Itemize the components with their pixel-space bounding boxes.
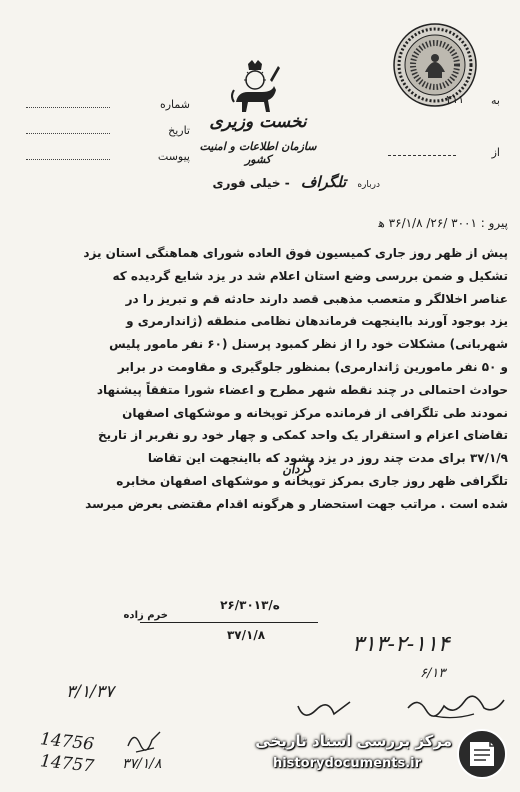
- footer-date: ۳۷/۱/۸: [226, 628, 266, 642]
- body-line: حوادث احتمالی در چند نقطه شهر مطرح و اعضاء شورا متفقاً پیشنهاد: [96, 382, 508, 397]
- reference-number: [340, 94, 500, 110]
- attachment-field: [118, 150, 190, 163]
- handwritten-number-1: 14756: [39, 729, 95, 755]
- date-field: [118, 124, 190, 137]
- archive-logo-icon: [456, 728, 508, 780]
- signature-right-icon: [404, 690, 508, 724]
- lion-and-sun-emblem-icon: [228, 58, 282, 116]
- body-line: تقاضای اعزام و استقرار یک واحد کمکی و چهار خود رو نفربر از تاریخ: [97, 428, 508, 443]
- from-label: از: [491, 146, 500, 159]
- organization-subtitle: سازمان اطلاعات و امنیت کشور: [199, 140, 317, 166]
- body-line: و ۵۰ نفر مامورین ژاندارمری) بمنظور جلوگیری و مقاومت در برابر: [117, 359, 508, 374]
- footer-rule: [140, 622, 318, 623]
- date-label: تاریخ: [168, 124, 190, 137]
- subject-line: [210, 172, 380, 191]
- attachment-line: [26, 159, 110, 160]
- reference-number-value: ۲۱۱: [446, 93, 464, 106]
- body-line: شهربانی) مشکلات خود را از نظر کمبود پرسنل (۶۰ نفر مامور پلیس: [109, 337, 508, 352]
- body-line: ۳۷/۱/۹ برای مدت چند روز در یزد بشود که بااینجهت این تقاضا: [147, 451, 508, 466]
- body-line: تشکیل و ضمن بررسی وضع استان اعلام شد در یزد شایع گردیده که: [112, 268, 508, 283]
- body-line: تلگرافی ظهر روز جاری بمرکز توپخانه و موشکهای اصفهان مخابره: [116, 473, 508, 488]
- footer-reference: ه/۲۶/۳۰۱۳: [220, 598, 280, 612]
- subject-label: درباره: [357, 180, 380, 190]
- watermark-url: historydocuments.ir: [272, 756, 422, 771]
- footer-signatory-name: خرم زاده: [123, 610, 168, 621]
- handwritten-initials-date: ۳۷/۱/۸: [122, 756, 162, 772]
- subject-value: تلگراف: [300, 173, 347, 191]
- date-line: [26, 133, 110, 134]
- handwritten-insert: گردان: [281, 460, 313, 478]
- handwritten-number-2: 14757: [39, 751, 95, 777]
- number-line: [26, 107, 110, 108]
- number-field: [118, 98, 190, 111]
- reference-number-label: به: [491, 94, 500, 107]
- attachment-label: پیوست: [157, 150, 190, 163]
- watermark: [236, 726, 512, 782]
- prior-reference: پیرو : ۳۰۰۱ /۲۶/ ۳۶/۱/۸ ه‍: [378, 216, 508, 230]
- body-line: یزد بوجود آورند بااینجهت فرماندهان نظامی منطقه (ژاندارمری و: [126, 314, 508, 329]
- body-line: پیش از ظهر روز جاری کمیسیون فوق العاده شورای هماهنگی استان یزد: [83, 246, 508, 260]
- body-line: عناصر اخلالگر و متعصب مذهبی قصد دارند حادثه قم و تبریز را در: [125, 291, 508, 306]
- from-line: [388, 155, 456, 156]
- letter-body: [20, 242, 508, 516]
- signature-mid-icon: [294, 696, 354, 726]
- number-label: شماره: [159, 98, 190, 111]
- handwritten-mark: ۶/۱۳: [420, 666, 446, 681]
- subject-note: - خیلی فوری: [212, 176, 290, 190]
- handwritten-left-date: ۳/۱/۳۷: [66, 682, 114, 702]
- watermark-title: مرکز بررسی اسناد تاریخی: [255, 732, 452, 750]
- organization-title: نخست وزیری: [209, 112, 307, 132]
- body-line: شده است . مراتب جهت استحضار و هرگونه اقدام مقتضی بعرض میرسد: [85, 496, 508, 511]
- handwritten-file-number: ۳۱۳-۲-۱۱۴: [352, 632, 450, 657]
- initials-icon: [124, 726, 164, 756]
- from-field: [388, 146, 500, 162]
- body-line: نمودند طی تلگرافی از فرمانده مرکز توپخانه و موشکهای اصفهان: [122, 405, 508, 420]
